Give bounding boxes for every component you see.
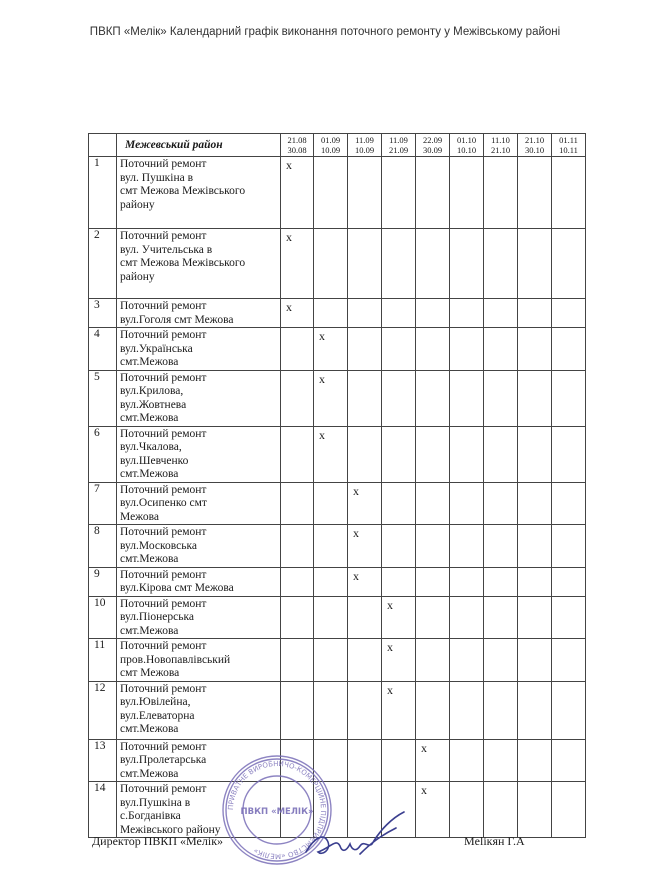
description-line: Поточний ремонт: [120, 300, 207, 312]
table-row: [89, 596, 586, 639]
period-start: 11.09: [355, 135, 374, 145]
description-line: смт.Межова: [120, 723, 179, 735]
description-line: вул.Кірова смт Межова: [120, 582, 234, 594]
schedule-cell: [314, 596, 348, 639]
description-line: вул.Пролетарська: [120, 754, 207, 766]
schedule-cell: [348, 739, 382, 782]
schedule-cell: [484, 370, 518, 426]
schedule-cell: [484, 782, 518, 838]
schedule-cell: [484, 157, 518, 229]
schedule-cell: [348, 525, 382, 568]
schedule-cell: [382, 370, 416, 426]
schedule-cell: [484, 299, 518, 328]
director-signature: [300, 808, 420, 868]
director-title: Директор ПВКП «Мелік»: [92, 834, 224, 848]
description-line: вул.Осипенко смт: [120, 497, 207, 509]
director-name: Melікян Г.А: [464, 834, 525, 848]
schedule-cell: [382, 596, 416, 639]
description-line: с.Богданівка: [120, 810, 181, 822]
table-row: [89, 299, 586, 328]
row-number: 5: [89, 370, 117, 426]
scheduled-mark: x: [286, 158, 292, 172]
period-start: 01.09: [320, 135, 341, 145]
period-start: 21.08: [287, 135, 307, 145]
schedule-cell: [416, 299, 450, 328]
schedule-cell: [450, 567, 484, 596]
work-description: [117, 426, 281, 482]
schedule-cell: [314, 328, 348, 371]
number-column-header: [89, 134, 117, 157]
table-header-row: [89, 134, 586, 157]
schedule-cell: [348, 482, 382, 525]
schedule-cell: [518, 426, 552, 482]
schedule-cell: [348, 567, 382, 596]
scheduled-mark: x: [421, 783, 427, 797]
schedule-cell: [484, 482, 518, 525]
period-header: [416, 134, 450, 157]
row-number: 3: [89, 299, 117, 328]
schedule-cell: [281, 426, 314, 482]
description-line: Поточний ремонт: [120, 640, 207, 652]
description-line: Поточний ремонт: [120, 483, 207, 496]
schedule-cell: [314, 681, 348, 739]
description-line: вул.Крилова,: [120, 385, 184, 397]
description-line: смт.Межова: [120, 468, 179, 480]
schedule-cell: [552, 328, 586, 371]
schedule-cell: [518, 157, 552, 229]
period-end: 10.09: [320, 145, 341, 155]
description-line: Поточний ремонт: [120, 682, 207, 695]
schedule-cell: [281, 567, 314, 596]
work-description: [117, 229, 281, 299]
row-number: 9: [89, 567, 117, 596]
schedule-cell: [484, 681, 518, 739]
schedule-cell: [552, 739, 586, 782]
schedule-cell: [450, 596, 484, 639]
row-number: 8: [89, 525, 117, 568]
schedule-cell: [552, 567, 586, 596]
period-end: 30.09: [422, 145, 443, 155]
schedule-cell: [552, 370, 586, 426]
description-line: пров.Новопавлівський: [120, 653, 231, 666]
work-description: [117, 567, 281, 596]
schedule-cell: [518, 525, 552, 568]
work-description: [117, 525, 281, 568]
work-description: [117, 328, 281, 371]
schedule-cell: [314, 370, 348, 426]
scheduled-mark: x: [353, 483, 359, 498]
period-start: 21.10: [524, 135, 545, 145]
schedule-cell: [416, 482, 450, 525]
period-end: 10.11: [559, 145, 578, 155]
row-number: 4: [89, 328, 117, 371]
description-line: вул.Українська: [120, 342, 193, 355]
schedule-cell: [484, 328, 518, 371]
schedule-cell: [518, 229, 552, 299]
description-line: Поточний ремонт: [120, 329, 207, 341]
schedule-cell: [518, 370, 552, 426]
description-line: району: [120, 270, 155, 283]
schedule-cell: [382, 525, 416, 568]
schedule-cell: [484, 639, 518, 682]
period-end: 10.09: [354, 145, 375, 155]
period-header: [281, 134, 314, 157]
period-start: 01.10: [456, 135, 477, 145]
schedule-cell: [552, 157, 586, 229]
schedule-cell: [450, 328, 484, 371]
table-row: [89, 370, 586, 426]
schedule-cell: [281, 229, 314, 299]
schedule-cell: [281, 596, 314, 639]
schedule-cell: [416, 370, 450, 426]
description-line: вул.Гоголя смт Межова: [120, 313, 234, 326]
description-line: смт Межова Межівського: [120, 257, 246, 269]
description-line: Поточний ремонт: [120, 597, 207, 610]
schedule-cell: [281, 328, 314, 371]
schedule-cell: [484, 525, 518, 568]
schedule-cell: [450, 229, 484, 299]
schedule-cell: [281, 157, 314, 229]
schedule-cell: [348, 681, 382, 739]
schedule-cell: [484, 426, 518, 482]
schedule-cell: [382, 639, 416, 682]
scheduled-mark: x: [387, 640, 393, 654]
schedule-cell: [314, 299, 348, 328]
schedule-cell: [518, 596, 552, 639]
schedule-cell: [416, 596, 450, 639]
row-number: 7: [89, 482, 117, 525]
table-row: [89, 739, 586, 782]
period-header: [552, 134, 586, 157]
schedule-cell: [348, 229, 382, 299]
work-description: [117, 299, 281, 328]
schedule-cell: [518, 299, 552, 328]
schedule-cell: [348, 328, 382, 371]
scheduled-mark: x: [286, 300, 292, 314]
schedule-cell: [281, 370, 314, 426]
schedule-cell: [416, 328, 450, 371]
description-line: району: [120, 198, 155, 211]
schedule-cell: [314, 426, 348, 482]
period-header: [314, 134, 348, 157]
schedule-cell: [518, 567, 552, 596]
description-line: смт.Межова: [120, 624, 179, 637]
description-line: вул.Чкалова,: [120, 441, 182, 453]
schedule-cell: [382, 229, 416, 299]
period-end: 30.08: [287, 145, 307, 155]
schedule-cell: [552, 229, 586, 299]
schedule-cell: [484, 229, 518, 299]
period-header: [518, 134, 552, 157]
schedule-cell: [382, 739, 416, 782]
scheduled-mark: x: [387, 682, 393, 697]
table-body: [89, 157, 586, 838]
schedule-cell: [281, 299, 314, 328]
schedule-cell: [552, 782, 586, 838]
schedule-cell: [518, 782, 552, 838]
schedule-cell: [382, 157, 416, 229]
description-line: смт.Межова: [120, 356, 179, 368]
schedule-cell: [348, 157, 382, 229]
table-row: [89, 639, 586, 682]
schedule-cell: [314, 639, 348, 682]
schedule-cell: [484, 596, 518, 639]
period-end: 30.10: [524, 145, 545, 155]
schedule-cell: [382, 426, 416, 482]
schedule-cell: [552, 639, 586, 682]
description-line: Межова: [120, 510, 159, 523]
schedule-cell: [552, 681, 586, 739]
work-description: [117, 596, 281, 639]
scheduled-mark: x: [353, 526, 359, 540]
row-number: 6: [89, 426, 117, 482]
schedule-cell: [281, 639, 314, 682]
description-line: Поточний ремонт: [120, 568, 207, 581]
period-end: 21.10: [490, 145, 511, 155]
description-line: Поточний ремонт: [120, 371, 207, 384]
schedule-cell: [552, 596, 586, 639]
scheduled-mark: x: [286, 230, 292, 244]
schedule-cell: [281, 681, 314, 739]
schedule-cell: [416, 426, 450, 482]
work-description: [117, 482, 281, 525]
schedule-cell: [484, 739, 518, 782]
scheduled-mark: x: [353, 568, 359, 583]
schedule-cell: [450, 782, 484, 838]
scheduled-mark: x: [319, 371, 325, 386]
schedule-cell: [382, 328, 416, 371]
description-line: вул. Пушкіна в: [120, 171, 194, 184]
description-line: вул.Ювілейна,: [120, 696, 191, 708]
period-header: [348, 134, 382, 157]
description-line: смт Межова: [120, 667, 180, 679]
table-row: [89, 328, 586, 371]
schedule-cell: [382, 482, 416, 525]
schedule-cell: [552, 482, 586, 525]
schedule-cell: [416, 525, 450, 568]
period-header: [484, 134, 518, 157]
table-row: [89, 681, 586, 739]
description-line: Поточний ремонт: [120, 783, 207, 795]
schedule-cell: [348, 426, 382, 482]
description-line: Поточний ремонт: [120, 158, 207, 170]
row-number: 12: [89, 681, 117, 739]
schedule-cell: [314, 567, 348, 596]
row-number: 13: [89, 739, 117, 782]
work-description: [117, 681, 281, 739]
schedule-cell: [382, 299, 416, 328]
schedule-cell: [314, 482, 348, 525]
table-row: [89, 157, 586, 229]
schedule-cell: [416, 681, 450, 739]
schedule-table: [88, 133, 586, 838]
schedule-cell: [450, 525, 484, 568]
description-line: Поточний ремонт: [120, 526, 207, 538]
schedule-cell: [450, 370, 484, 426]
schedule-cell: [416, 782, 450, 838]
schedule-cell: [518, 639, 552, 682]
schedule-cell: [314, 525, 348, 568]
schedule-cell: [314, 157, 348, 229]
period-header: [382, 134, 416, 157]
work-description: [117, 157, 281, 229]
schedule-cell: [314, 229, 348, 299]
row-number: 14: [89, 782, 117, 838]
description-line: вул.Піонерська: [120, 611, 195, 623]
schedule-cell: [281, 482, 314, 525]
schedule-cell: [450, 482, 484, 525]
table-row: [89, 426, 586, 482]
schedule-cell: [450, 681, 484, 739]
schedule-cell: [416, 639, 450, 682]
period-start: 22.09: [422, 135, 443, 145]
schedule-cell: [416, 739, 450, 782]
svg-text:ПРИВАТНЕ ВИРОБНИЧО-КОМЕРЦІЙНЕ: ПРИВАТНЕ ВИРОБНИЧО-КОМЕРЦІЙНЕ ПІДПРИЄМСТВО «МЕЛІК»: [226, 759, 328, 861]
schedule-cell: [450, 299, 484, 328]
schedule-cell: [450, 639, 484, 682]
row-number: 10: [89, 596, 117, 639]
svg-text:ПВКП «МЕЛІК»: ПВКП «МЕЛІК»: [240, 807, 314, 817]
table-row: [89, 229, 586, 299]
description-line: смт.Межова: [120, 412, 179, 424]
schedule-cell: [450, 157, 484, 229]
description-line: Поточний ремонт: [120, 427, 207, 440]
period-header: [450, 134, 484, 157]
description-line: Поточний ремонт: [120, 740, 207, 753]
row-number: 1: [89, 157, 117, 229]
description-line: вул.Шевченко: [120, 454, 189, 467]
period-start: 11.10: [491, 135, 510, 145]
description-line: Поточний ремонт: [120, 230, 207, 242]
schedule-cell: [348, 299, 382, 328]
schedule-cell: [552, 426, 586, 482]
schedule-cell: [348, 596, 382, 639]
schedule-cell: [450, 426, 484, 482]
description-line: смт.Межова: [120, 553, 179, 565]
work-description: [117, 639, 281, 682]
schedule-cell: [348, 370, 382, 426]
schedule-cell: [382, 567, 416, 596]
schedule-cell: [518, 739, 552, 782]
table-row: [89, 567, 586, 596]
description-line: Межівського району: [120, 823, 221, 836]
row-number: 11: [89, 639, 117, 682]
period-start: 11.09: [389, 135, 408, 145]
work-description: [117, 370, 281, 426]
table-row: [89, 525, 586, 568]
scheduled-mark: x: [387, 597, 393, 612]
document-header: ПВКП «Мелік» Календарний графік виконання поточного ремонту у Межівському районі: [89, 26, 561, 38]
schedule-cell: [552, 299, 586, 328]
schedule-cell: [416, 229, 450, 299]
description-line: вул.Пушкіна в: [120, 796, 191, 809]
table-row: [89, 482, 586, 525]
description-line: вул.Жовтнева: [120, 398, 187, 411]
scheduled-mark: x: [421, 740, 427, 755]
period-start: 01.11: [559, 135, 578, 145]
row-number: 2: [89, 229, 117, 299]
schedule-cell: [518, 681, 552, 739]
period-end: 10.10: [456, 145, 477, 155]
schedule-cell: [416, 567, 450, 596]
schedule-cell: [552, 525, 586, 568]
description-line: смт Межова Межівського: [120, 185, 246, 197]
description-line: вул.Московська: [120, 539, 197, 552]
description-line: смт.Межова: [120, 767, 179, 780]
schedule-cell: [450, 739, 484, 782]
scheduled-mark: x: [319, 329, 325, 343]
schedule-cell: [518, 328, 552, 371]
schedule-cell: [348, 639, 382, 682]
period-end: 21.09: [388, 145, 409, 155]
schedule-cell: [484, 567, 518, 596]
schedule-cell: [281, 525, 314, 568]
scheduled-mark: x: [319, 427, 325, 442]
description-line: вул. Учительська в: [120, 243, 213, 256]
region-column-header: Межевський район: [117, 134, 281, 157]
schedule-cell: [416, 157, 450, 229]
description-line: вул.Елеваторна: [120, 709, 195, 722]
schedule-cell: [518, 482, 552, 525]
schedule-cell: [382, 681, 416, 739]
